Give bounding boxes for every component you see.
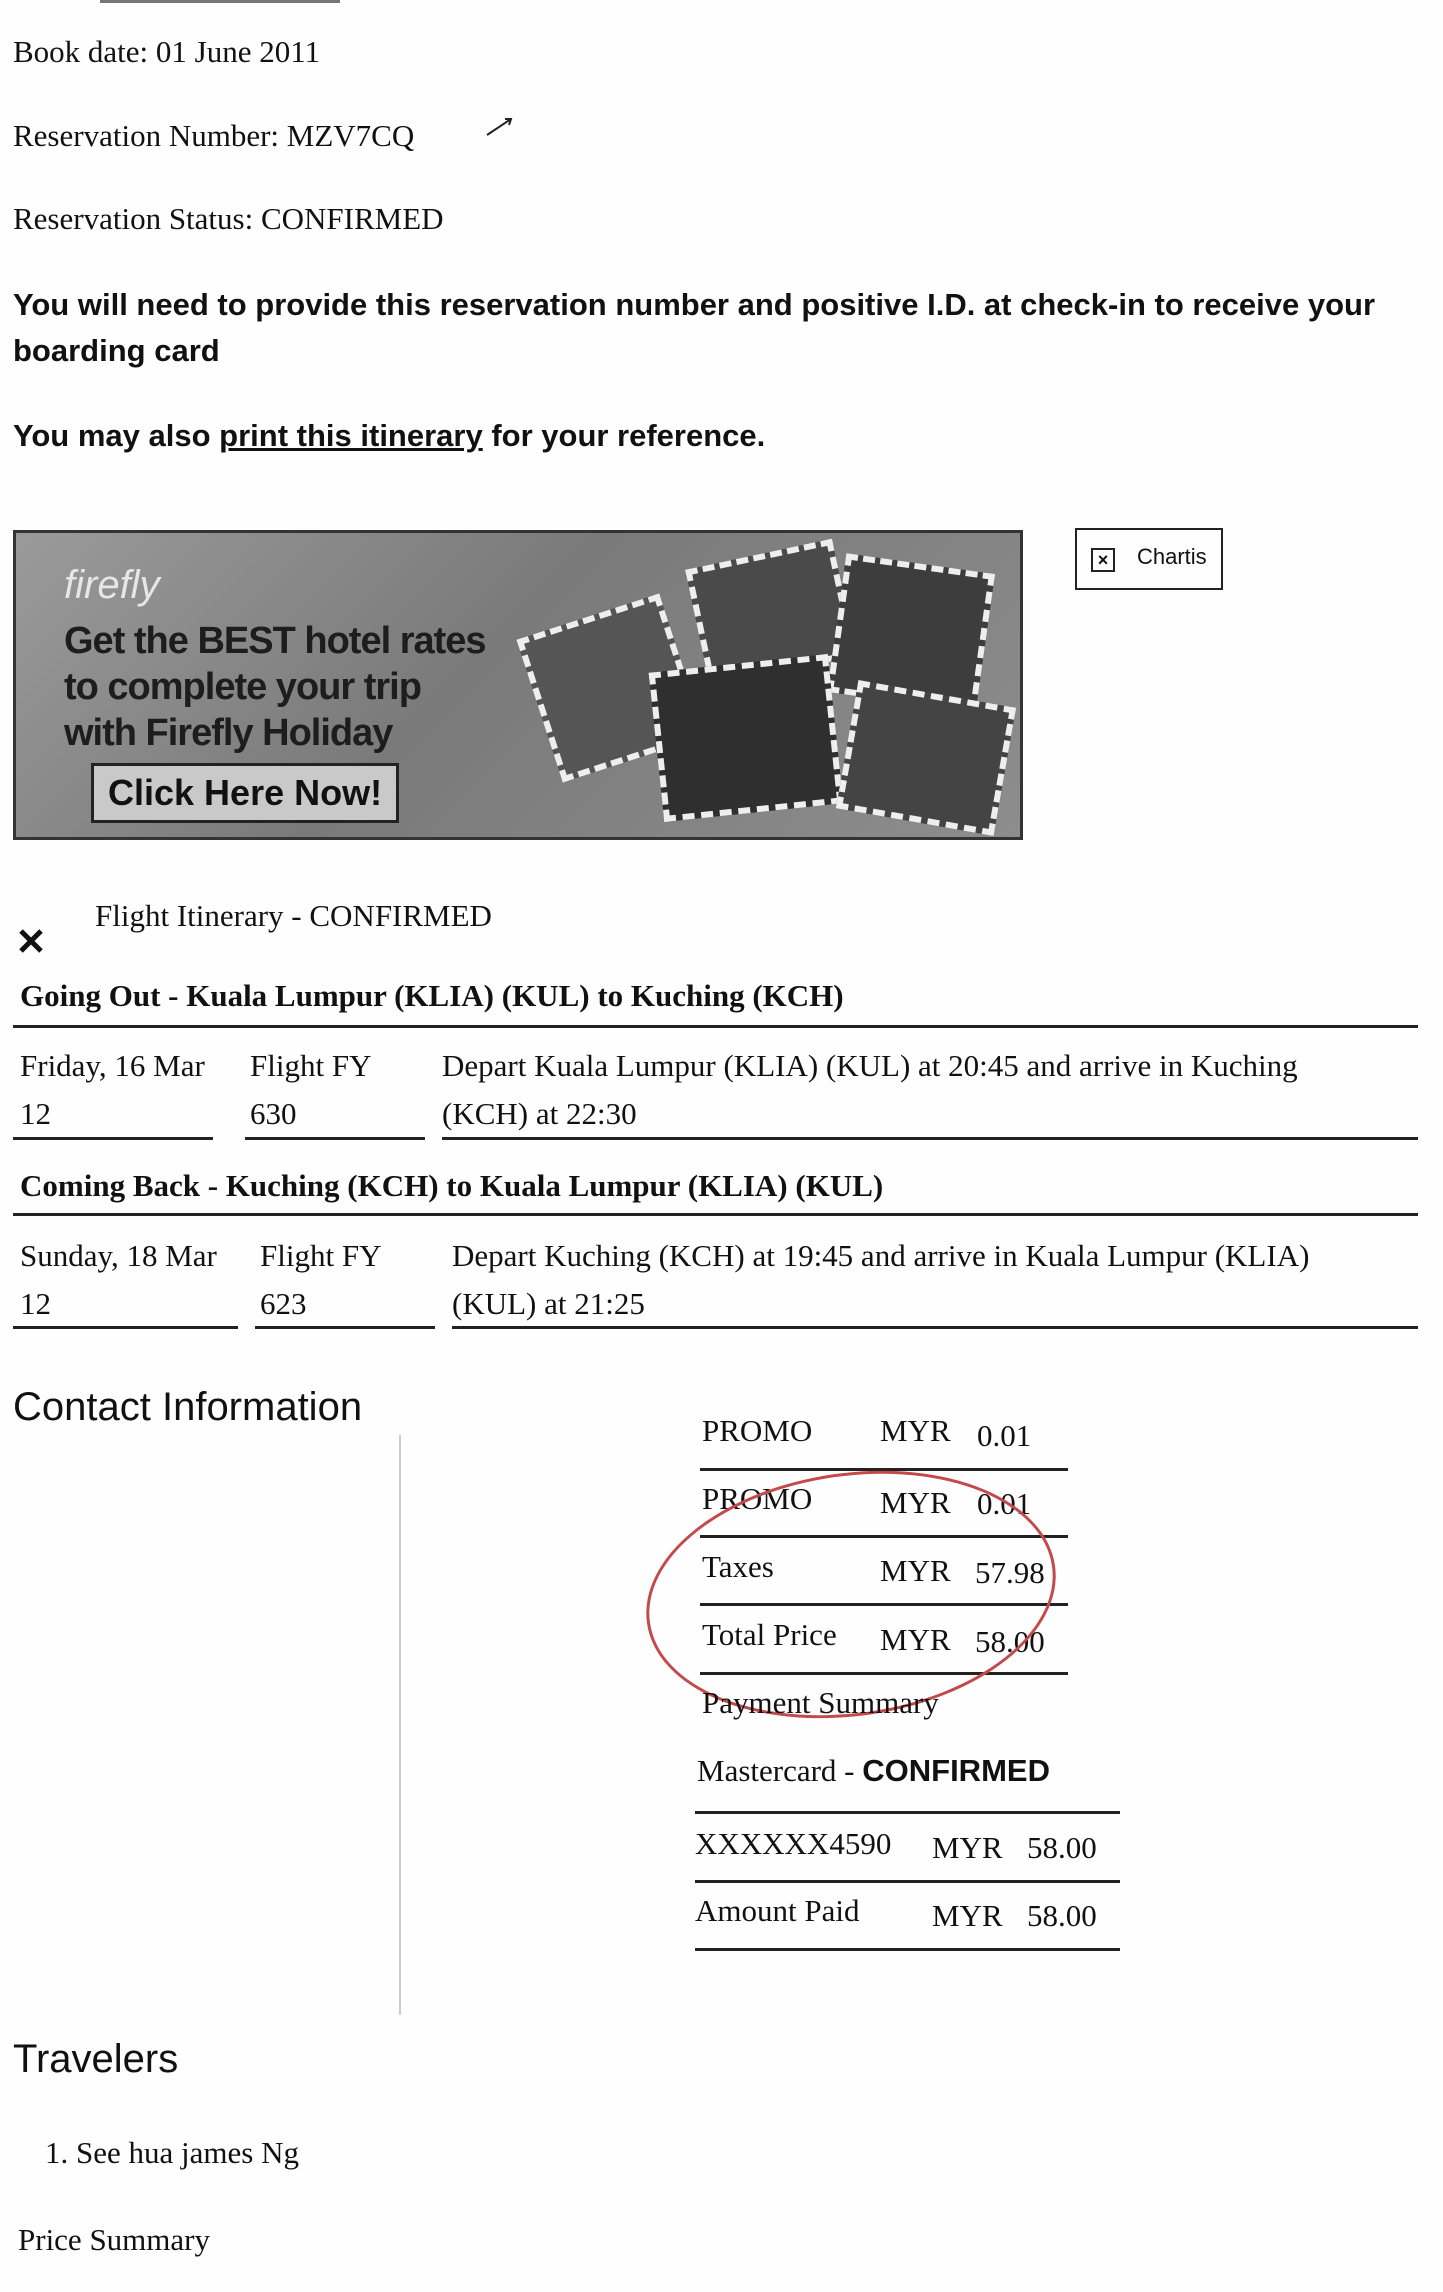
checkin-notice: You will need to provide this reservation number and positive I.D. at check-in to receive your boarding card <box>13 287 1376 368</box>
price-currency: MYR <box>880 1553 951 1588</box>
payment-summary-label: Payment Summary <box>702 1685 939 1720</box>
divider <box>13 1213 1418 1216</box>
divider <box>695 1811 1120 1814</box>
price-label: Taxes <box>702 1549 774 1584</box>
price-amount: 58.00 <box>975 1624 1045 1659</box>
price-currency: MYR <box>880 1413 951 1448</box>
price-summary-heading: Price Summary <box>18 2222 210 2257</box>
divider <box>442 1137 1418 1140</box>
card-number: XXXXXX4590 <box>695 1826 892 1861</box>
divider <box>13 1025 1418 1028</box>
price-currency: MYR <box>880 1485 951 1520</box>
stamp-image <box>649 654 844 822</box>
amount-paid-label: Amount Paid <box>695 1893 860 1928</box>
book-date: Book date: 01 June 2011 <box>13 34 321 69</box>
price-amount: 0.01 <box>977 1486 1032 1521</box>
broken-image-icon: × <box>1091 548 1115 572</box>
print-line <box>13 418 765 454</box>
payment-method: Mastercard - CONFIRMED <box>697 1753 1050 1788</box>
pen-mark-icon <box>485 115 515 137</box>
price-label: PROMO <box>702 1481 813 1516</box>
divider <box>245 1137 425 1140</box>
reservation-number: Reservation Number: MZV7CQ <box>13 118 415 153</box>
return-date: Sunday, 18 Mar 12 <box>20 1238 217 1321</box>
stamp-image <box>836 680 1016 836</box>
top-rule <box>100 0 340 3</box>
itinerary-title: Flight Itinerary - CONFIRMED <box>95 898 492 933</box>
print-itinerary-link[interactable]: print this itinerary <box>219 418 483 453</box>
price-amount: 57.98 <box>975 1555 1045 1590</box>
return-details: Depart Kuching (KCH) at 19:45 and arrive in Kuala Lumpur (KLIA) (KUL) at 21:25 <box>452 1238 1310 1321</box>
price-label: PROMO <box>702 1413 813 1448</box>
divider <box>452 1326 1418 1329</box>
payment-amount: 58.00 <box>1027 1830 1097 1865</box>
payment-currency: MYR <box>932 1898 1003 1933</box>
outbound-details: Depart Kuala Lumpur (KLIA) (KUL) at 20:45 and arrive in Kuching (KCH) at 22:30 <box>442 1048 1298 1131</box>
outbound-heading: Going Out - Kuala Lumpur (KLIA) (KUL) to Kuching (KCH) <box>20 978 844 1013</box>
column-divider <box>399 1435 401 2015</box>
print-suffix: for your reference. <box>482 418 766 453</box>
divider <box>695 1880 1120 1883</box>
price-amount: 0.01 <box>977 1418 1032 1453</box>
banner-brand: firefly <box>64 563 160 607</box>
divider <box>695 1948 1120 1951</box>
return-heading: Coming Back - Kuching (KCH) to Kuala Lumpur (KLIA) (KUL) <box>20 1168 884 1203</box>
chartis-sponsor-link[interactable] <box>1075 528 1223 590</box>
print-prefix: You may also <box>13 418 220 453</box>
payment-currency: MYR <box>932 1830 1003 1865</box>
click-here-button[interactable]: Click Here Now! <box>91 763 399 823</box>
price-currency: MYR <box>880 1622 951 1657</box>
banner-tagline: Get the BEST hotel rates to complete your trip with Firefly Holiday <box>64 620 486 754</box>
traveler-item: 1. See hua james Ng <box>45 2135 299 2170</box>
firefly-holiday-banner[interactable] <box>13 530 1023 840</box>
divider <box>13 1326 238 1329</box>
divider <box>13 1137 213 1140</box>
outbound-date: Friday, 16 Mar 12 <box>20 1048 205 1131</box>
return-flight: Flight FY 623 <box>260 1238 382 1321</box>
payment-status: CONFIRMED <box>862 1753 1050 1788</box>
plane-icon <box>16 926 46 956</box>
outbound-flight: Flight FY 630 <box>250 1048 372 1131</box>
price-label: Total Price <box>702 1617 837 1652</box>
contact-information-heading: Contact Information <box>13 1385 363 1429</box>
divider <box>255 1326 435 1329</box>
travelers-heading: Travelers <box>13 2037 179 2081</box>
payment-amount: 58.00 <box>1027 1898 1097 1933</box>
reservation-status: Reservation Status: CONFIRMED <box>13 201 444 236</box>
chartis-label: Chartis <box>1137 544 1207 569</box>
